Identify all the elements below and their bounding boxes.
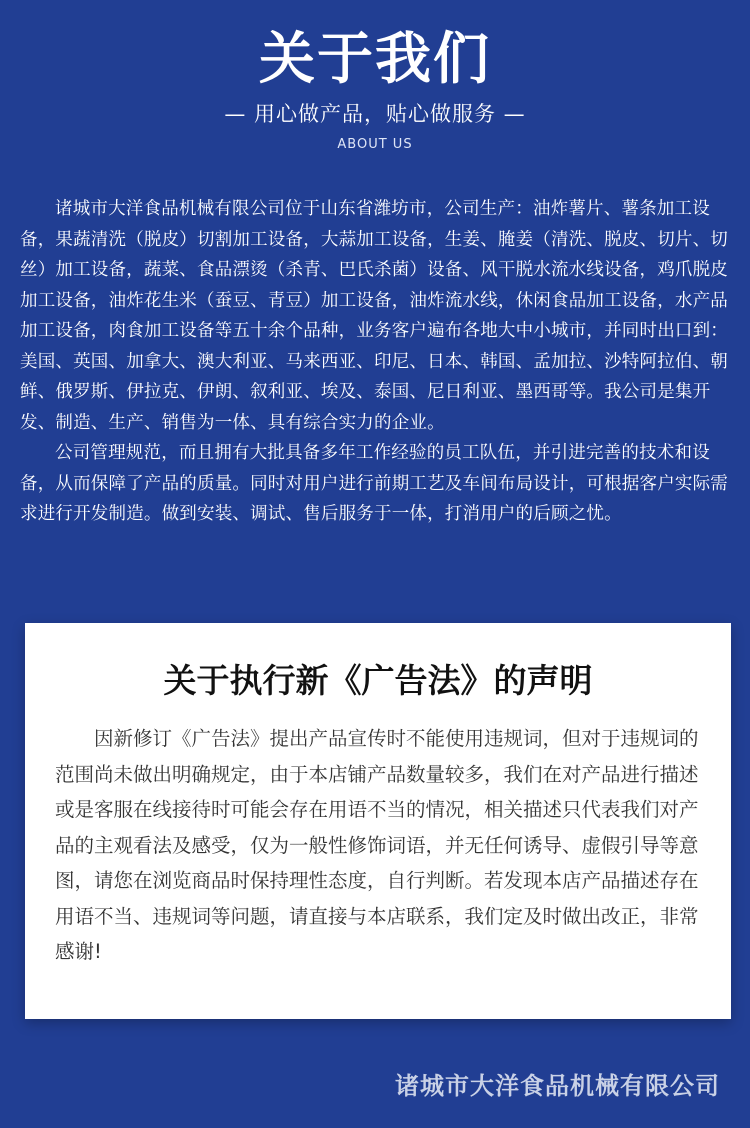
notice-body [55, 721, 705, 970]
notice-card [25, 623, 731, 1019]
slogan: — 用心做产品，贴心做服务 — [224, 102, 526, 126]
about-section [20, 194, 732, 530]
footer-company: 诸城市大洋食品机械有限公司 [395, 1072, 720, 1100]
subtitle-en: ABOUT US [337, 137, 413, 152]
about-paragraph-2: 公司管理规范，而且拥有大批具备多年工作经验的员工队伍，并引进完善的技术和设备，从而保障了产品的质量。同时对用户进行前期工艺及车间布局设计，可根据客户实际需求进行开发制造。做到安装、调试、售后服务于一体，打消用户的后顾之忧。 [20, 443, 728, 524]
notice-title: 关于执行新《广告法》的声明 [163, 661, 593, 700]
page-title: 关于我们 [259, 27, 491, 92]
notice-paragraph: 因新修订《广告法》提出产品宣传时不能使用违规词，但对于违规词的范围尚未做出明确规定，由于本店铺产品数量较多，我们在对产品进行描述或是客服在线接待时可能会存在用语不当的情况，相关描述只代表我们对产品的主观看法及感受，仅为一般性修饰词语，并无任何诱导、虚假引导等意图，请您在浏览商品时保持理性态度，自行判断。若发现本店产品描述存在用语不当、违规词等问题，请直接与本店联系，我们定及时做出改正，非常感谢! [55, 727, 699, 963]
about-paragraph-1: 诸城市大洋食品机械有限公司位于山东省潍坊市，公司生产：油炸薯片、薯条加工设备，果蔬清洗（脱皮）切割加工设备，大蒜加工设备，生姜、腌姜（清洗、脱皮、切片、切丝）加工设备，蔬菜、食品漂烫（杀青、巴氏杀菌）设备、风干脱水流水线设备，鸡爪脱皮加工设备，油炸花生米（蚕豆、青豆）加工设备，油炸流水线，休闲食品加工设备，水产品加工设备，肉食加工设备等五十余个品种，业务客户遍布各地大中小城市，并同时出口到：美国、英国、加拿大、澳大利亚、马来西亚、印尼、日本、韩国、孟加拉、沙特阿拉伯、朝鲜、俄罗斯、伊拉克、伊朗、叙利亚、埃及、泰国、尼日利亚、墨西哥等。我公司是集开发、制造、生产、销售为一体、具有综合实力的企业。 [20, 199, 728, 433]
